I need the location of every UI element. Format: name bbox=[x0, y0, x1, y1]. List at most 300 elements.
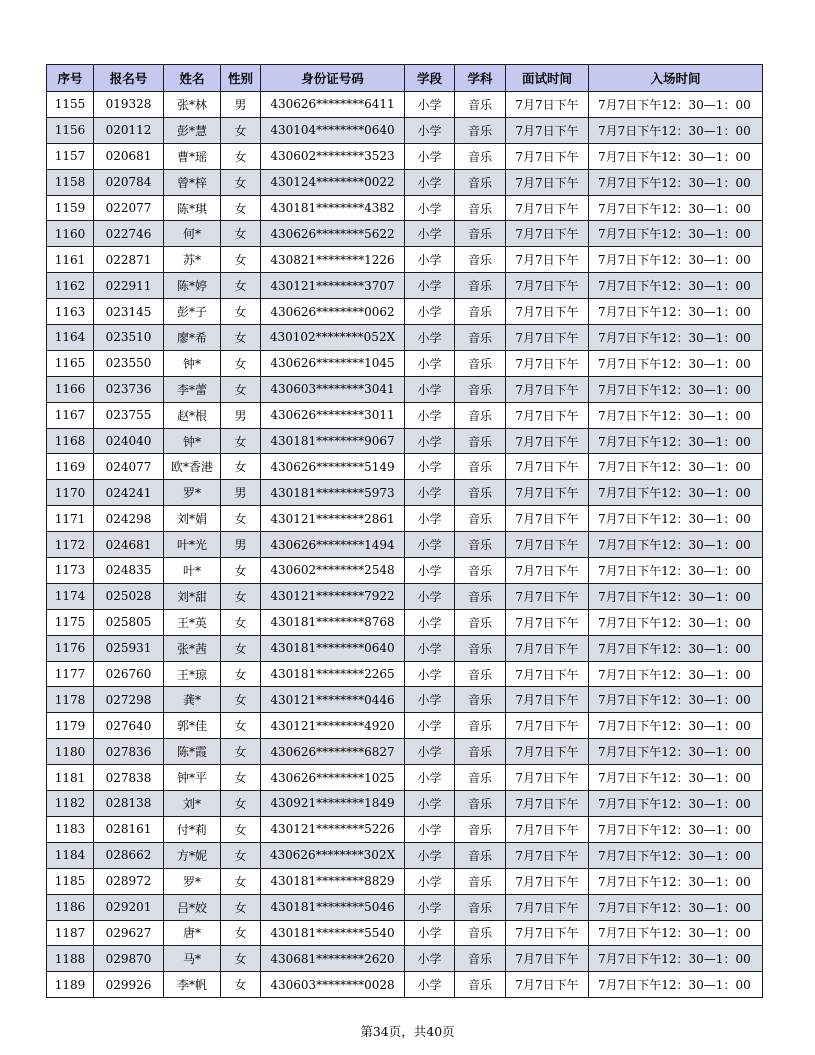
name-header: 姓名 bbox=[164, 65, 221, 92]
table-row bbox=[47, 299, 763, 325]
reg-no-cell: 028138 bbox=[94, 791, 164, 817]
gender-cell: 女 bbox=[221, 635, 261, 661]
table-row bbox=[47, 92, 763, 118]
entry-time-cell: 7月7日下午12：30—1：00 bbox=[589, 92, 763, 118]
subject-cell: 音乐 bbox=[455, 325, 506, 351]
reg-no-cell: 024681 bbox=[94, 532, 164, 558]
subject-cell: 音乐 bbox=[455, 480, 506, 506]
gender-cell: 女 bbox=[221, 506, 261, 532]
subject-cell: 音乐 bbox=[455, 454, 506, 480]
seq-cell: 1168 bbox=[47, 428, 94, 454]
interview-time-cell: 7月7日下午 bbox=[506, 376, 589, 402]
gender-cell: 女 bbox=[221, 428, 261, 454]
subject-cell: 音乐 bbox=[455, 687, 506, 713]
id-number-cell: 430626********6411 bbox=[261, 92, 405, 118]
stage-cell: 小学 bbox=[405, 946, 455, 972]
entry-time-cell: 7月7日下午12：30—1：00 bbox=[589, 583, 763, 609]
gender-cell: 女 bbox=[221, 765, 261, 791]
name-cell: 吕*姣 bbox=[164, 894, 221, 920]
stage-cell: 小学 bbox=[405, 350, 455, 376]
table-row bbox=[47, 558, 763, 584]
gender-cell: 女 bbox=[221, 842, 261, 868]
entry-time-cell: 7月7日下午12：30—1：00 bbox=[589, 661, 763, 687]
candidate-table bbox=[46, 64, 763, 998]
subject-cell: 音乐 bbox=[455, 169, 506, 195]
entry-time-cell: 7月7日下午12：30—1：00 bbox=[589, 816, 763, 842]
table-row bbox=[47, 842, 763, 868]
id-number-cell: 430181********8829 bbox=[261, 868, 405, 894]
id-number-cell: 430181********5540 bbox=[261, 920, 405, 946]
subject-cell: 音乐 bbox=[455, 791, 506, 817]
subject-cell: 音乐 bbox=[455, 221, 506, 247]
interview-time-cell: 7月7日下午 bbox=[506, 454, 589, 480]
table-row bbox=[47, 195, 763, 221]
reg-no-cell: 020112 bbox=[94, 117, 164, 143]
entry-time-cell: 7月7日下午12：30—1：00 bbox=[589, 402, 763, 428]
id-number-cell: 430626********5622 bbox=[261, 221, 405, 247]
name-cell: 马* bbox=[164, 946, 221, 972]
seq-cell: 1176 bbox=[47, 635, 94, 661]
id-number-cell: 430921********1849 bbox=[261, 791, 405, 817]
reg-no-cell: 028972 bbox=[94, 868, 164, 894]
table-row bbox=[47, 480, 763, 506]
seq-cell: 1181 bbox=[47, 765, 94, 791]
gender-cell: 女 bbox=[221, 273, 261, 299]
subject-cell: 音乐 bbox=[455, 972, 506, 998]
id-number-cell: 430821********1226 bbox=[261, 247, 405, 273]
subject-cell: 音乐 bbox=[455, 739, 506, 765]
subject-cell: 音乐 bbox=[455, 117, 506, 143]
stage-cell: 小学 bbox=[405, 842, 455, 868]
interview-time-cell: 7月7日下午 bbox=[506, 350, 589, 376]
reg-no-cell: 025931 bbox=[94, 635, 164, 661]
gender-cell: 女 bbox=[221, 894, 261, 920]
reg-no-cell: 019328 bbox=[94, 92, 164, 118]
subject-cell: 音乐 bbox=[455, 532, 506, 558]
stage-cell: 小学 bbox=[405, 609, 455, 635]
entry-time-cell: 7月7日下午12：30—1：00 bbox=[589, 247, 763, 273]
id-number-cell: 430603********3041 bbox=[261, 376, 405, 402]
subject-cell: 音乐 bbox=[455, 273, 506, 299]
subject-cell: 音乐 bbox=[455, 713, 506, 739]
interview-time-cell: 7月7日下午 bbox=[506, 739, 589, 765]
name-cell: 曾*梓 bbox=[164, 169, 221, 195]
entry-time-cell: 7月7日下午12：30—1：00 bbox=[589, 299, 763, 325]
name-cell: 苏* bbox=[164, 247, 221, 273]
table-row bbox=[47, 350, 763, 376]
entry-time-cell: 7月7日下午12：30—1：00 bbox=[589, 635, 763, 661]
interview-time-cell: 7月7日下午 bbox=[506, 428, 589, 454]
gender-cell: 女 bbox=[221, 920, 261, 946]
page-footer: 第34页，共40页 bbox=[360, 1024, 455, 1039]
gender-cell: 女 bbox=[221, 325, 261, 351]
id-number-cell: 430181********9067 bbox=[261, 428, 405, 454]
subject-cell: 音乐 bbox=[455, 402, 506, 428]
reg-no-cell: 024835 bbox=[94, 558, 164, 584]
table-row bbox=[47, 376, 763, 402]
interview-time-cell: 7月7日下午 bbox=[506, 532, 589, 558]
stage-cell: 小学 bbox=[405, 506, 455, 532]
id-number-cell: 430626********1025 bbox=[261, 765, 405, 791]
reg-no-cell: 023550 bbox=[94, 350, 164, 376]
name-cell: 欧*香港 bbox=[164, 454, 221, 480]
name-cell: 叶* bbox=[164, 558, 221, 584]
reg-no-cell: 028662 bbox=[94, 842, 164, 868]
reg-no-cell: 029627 bbox=[94, 920, 164, 946]
id-number-cell: 430626********0062 bbox=[261, 299, 405, 325]
name-cell: 赵*根 bbox=[164, 402, 221, 428]
subject-cell: 音乐 bbox=[455, 376, 506, 402]
entry-time-cell: 7月7日下午12：30—1：00 bbox=[589, 195, 763, 221]
entry-time-cell: 7月7日下午12：30—1：00 bbox=[589, 765, 763, 791]
table-row bbox=[47, 868, 763, 894]
entry-time-cell: 7月7日下午12：30—1：00 bbox=[589, 842, 763, 868]
gender-cell: 女 bbox=[221, 972, 261, 998]
entry-time-cell: 7月7日下午12：30—1：00 bbox=[589, 350, 763, 376]
seq-cell: 1155 bbox=[47, 92, 94, 118]
entry-time-cell: 7月7日下午12：30—1：00 bbox=[589, 920, 763, 946]
entry-time-cell: 7月7日下午12：30—1：00 bbox=[589, 169, 763, 195]
subject-cell: 音乐 bbox=[455, 428, 506, 454]
id-number-cell: 430626********6827 bbox=[261, 739, 405, 765]
reg-no-cell: 022746 bbox=[94, 221, 164, 247]
gender-cell: 女 bbox=[221, 299, 261, 325]
seq-cell: 1175 bbox=[47, 609, 94, 635]
entry-time-cell: 7月7日下午12：30—1：00 bbox=[589, 868, 763, 894]
seq-cell: 1163 bbox=[47, 299, 94, 325]
stage-cell: 小学 bbox=[405, 972, 455, 998]
gender-cell: 女 bbox=[221, 609, 261, 635]
reg-no-cell: 027640 bbox=[94, 713, 164, 739]
table-row bbox=[47, 454, 763, 480]
stage-cell: 小学 bbox=[405, 402, 455, 428]
subject-header: 学科 bbox=[455, 65, 506, 92]
subject-cell: 音乐 bbox=[455, 946, 506, 972]
reg-no-cell: 029870 bbox=[94, 946, 164, 972]
reg-no-cell: 026760 bbox=[94, 661, 164, 687]
table-row bbox=[47, 739, 763, 765]
name-cell: 钟*平 bbox=[164, 765, 221, 791]
interview-time-cell: 7月7日下午 bbox=[506, 325, 589, 351]
interview-time-cell: 7月7日下午 bbox=[506, 480, 589, 506]
seq-cell: 1185 bbox=[47, 868, 94, 894]
seq-cell: 1171 bbox=[47, 506, 94, 532]
seq-cell: 1182 bbox=[47, 791, 94, 817]
id-number-cell: 430121********7922 bbox=[261, 583, 405, 609]
name-cell: 李*帆 bbox=[164, 972, 221, 998]
interview-time-cell: 7月7日下午 bbox=[506, 842, 589, 868]
id-number-cell: 430181********5973 bbox=[261, 480, 405, 506]
id-number-cell: 430626********302X bbox=[261, 842, 405, 868]
table-header bbox=[47, 65, 763, 92]
reg-no-cell: 024077 bbox=[94, 454, 164, 480]
table-row bbox=[47, 143, 763, 169]
entry-time-cell: 7月7日下午12：30—1：00 bbox=[589, 894, 763, 920]
gender-cell: 男 bbox=[221, 480, 261, 506]
id-number-cell: 430626********1494 bbox=[261, 532, 405, 558]
stage-cell: 小学 bbox=[405, 558, 455, 584]
entry-time-cell: 7月7日下午12：30—1：00 bbox=[589, 558, 763, 584]
subject-cell: 音乐 bbox=[455, 247, 506, 273]
stage-cell: 小学 bbox=[405, 583, 455, 609]
interview-time-cell: 7月7日下午 bbox=[506, 195, 589, 221]
seq-cell: 1157 bbox=[47, 143, 94, 169]
name-cell: 曹*瑶 bbox=[164, 143, 221, 169]
entry-time-cell: 7月7日下午12：30—1：00 bbox=[589, 428, 763, 454]
interview-time-cell: 7月7日下午 bbox=[506, 247, 589, 273]
subject-cell: 音乐 bbox=[455, 868, 506, 894]
table-row bbox=[47, 920, 763, 946]
id-number-cell: 430121********3707 bbox=[261, 273, 405, 299]
seq-cell: 1166 bbox=[47, 376, 94, 402]
subject-cell: 音乐 bbox=[455, 894, 506, 920]
seq-cell: 1170 bbox=[47, 480, 94, 506]
interview-time-cell: 7月7日下午 bbox=[506, 221, 589, 247]
reg-no-cell: 023510 bbox=[94, 325, 164, 351]
id-number-cell: 430121********4920 bbox=[261, 713, 405, 739]
subject-cell: 音乐 bbox=[455, 842, 506, 868]
seq-cell: 1177 bbox=[47, 661, 94, 687]
gender-cell: 女 bbox=[221, 713, 261, 739]
reg-no-cell: 024241 bbox=[94, 480, 164, 506]
interview-time-cell: 7月7日下午 bbox=[506, 92, 589, 118]
entry-time-cell: 7月7日下午12：30—1：00 bbox=[589, 506, 763, 532]
subject-cell: 音乐 bbox=[455, 558, 506, 584]
name-cell: 王*琼 bbox=[164, 661, 221, 687]
name-cell: 王*英 bbox=[164, 609, 221, 635]
subject-cell: 音乐 bbox=[455, 506, 506, 532]
entry-time-cell: 7月7日下午12：30—1：00 bbox=[589, 143, 763, 169]
seq-cell: 1172 bbox=[47, 532, 94, 558]
id-number-cell: 430104********0640 bbox=[261, 117, 405, 143]
entry-time-cell: 7月7日下午12：30—1：00 bbox=[589, 972, 763, 998]
entry-time-cell: 7月7日下午12：30—1：00 bbox=[589, 791, 763, 817]
interview-time-cell: 7月7日下午 bbox=[506, 117, 589, 143]
seq-cell: 1167 bbox=[47, 402, 94, 428]
name-cell: 唐* bbox=[164, 920, 221, 946]
name-cell: 陈*琪 bbox=[164, 195, 221, 221]
interview-time-cell: 7月7日下午 bbox=[506, 169, 589, 195]
gender-cell: 女 bbox=[221, 195, 261, 221]
subject-cell: 音乐 bbox=[455, 816, 506, 842]
seq-cell: 1183 bbox=[47, 816, 94, 842]
entry-time-header: 入场时间 bbox=[589, 65, 763, 92]
gender-cell: 女 bbox=[221, 791, 261, 817]
table-row bbox=[47, 635, 763, 661]
interview-time-cell: 7月7日下午 bbox=[506, 816, 589, 842]
stage-cell: 小学 bbox=[405, 713, 455, 739]
subject-cell: 音乐 bbox=[455, 609, 506, 635]
stage-cell: 小学 bbox=[405, 247, 455, 273]
table-row bbox=[47, 273, 763, 299]
gender-cell: 女 bbox=[221, 868, 261, 894]
name-cell: 方*妮 bbox=[164, 842, 221, 868]
name-cell: 罗* bbox=[164, 480, 221, 506]
stage-cell: 小学 bbox=[405, 635, 455, 661]
name-cell: 张*茜 bbox=[164, 635, 221, 661]
id-number-cell: 430102********052X bbox=[261, 325, 405, 351]
interview-time-cell: 7月7日下午 bbox=[506, 687, 589, 713]
reg-no-cell: 029926 bbox=[94, 972, 164, 998]
stage-cell: 小学 bbox=[405, 920, 455, 946]
seq-cell: 1162 bbox=[47, 273, 94, 299]
table-row bbox=[47, 609, 763, 635]
interview-time-cell: 7月7日下午 bbox=[506, 273, 589, 299]
entry-time-cell: 7月7日下午12：30—1：00 bbox=[589, 117, 763, 143]
name-cell: 何* bbox=[164, 221, 221, 247]
table-row bbox=[47, 247, 763, 273]
seq-cell: 1160 bbox=[47, 221, 94, 247]
seq-cell: 1188 bbox=[47, 946, 94, 972]
table-body bbox=[47, 92, 763, 998]
interview-time-header: 面试时间 bbox=[506, 65, 589, 92]
name-cell: 钟* bbox=[164, 428, 221, 454]
reg-no-cell: 025805 bbox=[94, 609, 164, 635]
gender-header: 性别 bbox=[221, 65, 261, 92]
gender-cell: 女 bbox=[221, 558, 261, 584]
reg-no-cell: 022871 bbox=[94, 247, 164, 273]
table-row bbox=[47, 402, 763, 428]
table-row bbox=[47, 583, 763, 609]
stage-cell: 小学 bbox=[405, 143, 455, 169]
reg-no-cell: 023736 bbox=[94, 376, 164, 402]
interview-time-cell: 7月7日下午 bbox=[506, 713, 589, 739]
reg-no-cell: 027836 bbox=[94, 739, 164, 765]
reg-no-cell: 027838 bbox=[94, 765, 164, 791]
name-cell: 刘*娟 bbox=[164, 506, 221, 532]
reg-no-cell: 020681 bbox=[94, 143, 164, 169]
gender-cell: 男 bbox=[221, 402, 261, 428]
table-row bbox=[47, 946, 763, 972]
name-cell: 廖*希 bbox=[164, 325, 221, 351]
stage-cell: 小学 bbox=[405, 816, 455, 842]
gender-cell: 女 bbox=[221, 350, 261, 376]
gender-cell: 女 bbox=[221, 169, 261, 195]
name-cell: 罗* bbox=[164, 868, 221, 894]
reg-no-cell: 025028 bbox=[94, 583, 164, 609]
stage-cell: 小学 bbox=[405, 739, 455, 765]
name-cell: 刘* bbox=[164, 791, 221, 817]
seq-cell: 1187 bbox=[47, 920, 94, 946]
reg-no-cell: 022077 bbox=[94, 195, 164, 221]
interview-time-cell: 7月7日下午 bbox=[506, 506, 589, 532]
id-number-cell: 430603********0028 bbox=[261, 972, 405, 998]
gender-cell: 女 bbox=[221, 247, 261, 273]
seq-cell: 1178 bbox=[47, 687, 94, 713]
entry-time-cell: 7月7日下午12：30—1：00 bbox=[589, 739, 763, 765]
table-row bbox=[47, 506, 763, 532]
table-row bbox=[47, 816, 763, 842]
header-row bbox=[47, 65, 763, 92]
id-number-cell: 430124********0022 bbox=[261, 169, 405, 195]
seq-cell: 1179 bbox=[47, 713, 94, 739]
name-cell: 郭*佳 bbox=[164, 713, 221, 739]
interview-time-cell: 7月7日下午 bbox=[506, 299, 589, 325]
stage-cell: 小学 bbox=[405, 687, 455, 713]
stage-cell: 小学 bbox=[405, 661, 455, 687]
name-cell: 叶*光 bbox=[164, 532, 221, 558]
subject-cell: 音乐 bbox=[455, 299, 506, 325]
reg-no-cell: 028161 bbox=[94, 816, 164, 842]
id-number-cell: 430181********5046 bbox=[261, 894, 405, 920]
interview-time-cell: 7月7日下午 bbox=[506, 635, 589, 661]
seq-cell: 1161 bbox=[47, 247, 94, 273]
table-row bbox=[47, 325, 763, 351]
table-row bbox=[47, 117, 763, 143]
seq-header: 序号 bbox=[47, 65, 94, 92]
seq-cell: 1174 bbox=[47, 583, 94, 609]
entry-time-cell: 7月7日下午12：30—1：00 bbox=[589, 221, 763, 247]
stage-cell: 小学 bbox=[405, 480, 455, 506]
table-row bbox=[47, 532, 763, 558]
entry-time-cell: 7月7日下午12：30—1：00 bbox=[589, 687, 763, 713]
table-row bbox=[47, 687, 763, 713]
subject-cell: 音乐 bbox=[455, 765, 506, 791]
seq-cell: 1169 bbox=[47, 454, 94, 480]
id-number-cell: 430121********2861 bbox=[261, 506, 405, 532]
stage-cell: 小学 bbox=[405, 273, 455, 299]
id-number-cell: 430121********5226 bbox=[261, 816, 405, 842]
interview-time-cell: 7月7日下午 bbox=[506, 583, 589, 609]
seq-cell: 1173 bbox=[47, 558, 94, 584]
subject-cell: 音乐 bbox=[455, 635, 506, 661]
gender-cell: 男 bbox=[221, 532, 261, 558]
reg-no-cell: 024298 bbox=[94, 506, 164, 532]
table-row bbox=[47, 169, 763, 195]
interview-time-cell: 7月7日下午 bbox=[506, 661, 589, 687]
name-cell: 张*林 bbox=[164, 92, 221, 118]
gender-cell: 女 bbox=[221, 739, 261, 765]
id-number-cell: 430626********3011 bbox=[261, 402, 405, 428]
stage-header: 学段 bbox=[405, 65, 455, 92]
seq-cell: 1156 bbox=[47, 117, 94, 143]
id-number-cell: 430181********0640 bbox=[261, 635, 405, 661]
entry-time-cell: 7月7日下午12：30—1：00 bbox=[589, 946, 763, 972]
interview-time-cell: 7月7日下午 bbox=[506, 765, 589, 791]
table-row bbox=[47, 428, 763, 454]
entry-time-cell: 7月7日下午12：30—1：00 bbox=[589, 713, 763, 739]
interview-time-cell: 7月7日下午 bbox=[506, 609, 589, 635]
stage-cell: 小学 bbox=[405, 532, 455, 558]
reg-no-header: 报名号 bbox=[94, 65, 164, 92]
name-cell: 龚* bbox=[164, 687, 221, 713]
stage-cell: 小学 bbox=[405, 299, 455, 325]
reg-no-cell: 022911 bbox=[94, 273, 164, 299]
gender-cell: 女 bbox=[221, 376, 261, 402]
subject-cell: 音乐 bbox=[455, 661, 506, 687]
id-number-header: 身份证号码 bbox=[261, 65, 405, 92]
entry-time-cell: 7月7日下午12：30—1：00 bbox=[589, 325, 763, 351]
stage-cell: 小学 bbox=[405, 428, 455, 454]
interview-time-cell: 7月7日下午 bbox=[506, 920, 589, 946]
gender-cell: 女 bbox=[221, 946, 261, 972]
entry-time-cell: 7月7日下午12：30—1：00 bbox=[589, 273, 763, 299]
name-cell: 付*莉 bbox=[164, 816, 221, 842]
name-cell: 陈*霞 bbox=[164, 739, 221, 765]
id-number-cell: 430626********1045 bbox=[261, 350, 405, 376]
id-number-cell: 430602********2548 bbox=[261, 558, 405, 584]
gender-cell: 女 bbox=[221, 221, 261, 247]
name-cell: 钟* bbox=[164, 350, 221, 376]
subject-cell: 音乐 bbox=[455, 92, 506, 118]
stage-cell: 小学 bbox=[405, 92, 455, 118]
gender-cell: 男 bbox=[221, 92, 261, 118]
gender-cell: 女 bbox=[221, 816, 261, 842]
stage-cell: 小学 bbox=[405, 117, 455, 143]
subject-cell: 音乐 bbox=[455, 143, 506, 169]
interview-time-cell: 7月7日下午 bbox=[506, 972, 589, 998]
stage-cell: 小学 bbox=[405, 791, 455, 817]
